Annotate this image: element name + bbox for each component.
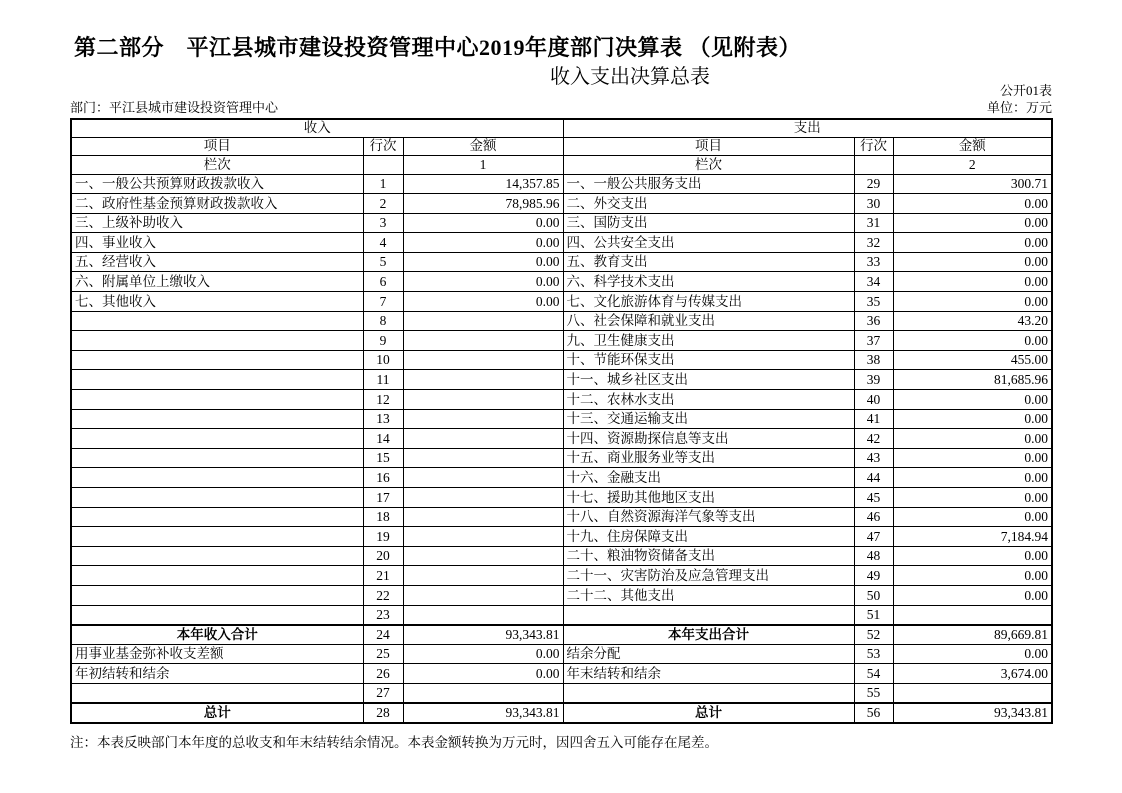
column-index-row <box>71 156 1052 175</box>
expenditure-line-number: 48 <box>854 546 893 566</box>
income-line-number: 12 <box>363 390 403 410</box>
income-line-number: 4 <box>363 233 403 253</box>
expenditure-amount: 0.00 <box>893 488 1052 508</box>
expenditure-line-number: 37 <box>854 331 893 351</box>
expenditure-item-label: 本年支出合计 <box>563 625 854 645</box>
expenditure-line-number: 29 <box>854 174 893 194</box>
income-amount: 0.00 <box>403 292 563 312</box>
lanci-label-left: 栏次 <box>71 156 363 175</box>
expenditure-item-label: 十七、援助其他地区支出 <box>563 488 854 508</box>
expenditure-item-label: 九、卫生健康支出 <box>563 331 854 351</box>
expenditure-amount: 0.00 <box>893 252 1052 272</box>
income-amount <box>403 546 563 566</box>
expenditure-line-number: 33 <box>854 252 893 272</box>
income-item-label <box>71 370 363 390</box>
expenditure-line-number: 51 <box>854 605 893 625</box>
income-amount <box>403 448 563 468</box>
income-line-number: 17 <box>363 488 403 508</box>
expenditure-line-number: 38 <box>854 350 893 370</box>
lanci-empty-cell <box>363 156 403 175</box>
expenditure-amount: 0.00 <box>893 409 1052 429</box>
expenditure-item-label: 十八、自然资源海洋气象等支出 <box>563 507 854 527</box>
total-row <box>71 625 1052 645</box>
table-row <box>71 507 1052 527</box>
income-amount <box>403 605 563 625</box>
income-line-number: 28 <box>363 703 403 723</box>
expenditure-line-column-header: 行次 <box>854 137 893 156</box>
expenditure-line-number: 46 <box>854 507 893 527</box>
table-row <box>71 311 1052 331</box>
table-row <box>71 252 1052 272</box>
meta-line <box>70 97 1052 116</box>
income-line-number: 1 <box>363 174 403 194</box>
expenditure-amount <box>893 683 1052 703</box>
income-amount: 93,343.81 <box>403 703 563 723</box>
income-line-number: 26 <box>363 664 403 684</box>
table-row <box>71 664 1052 684</box>
expenditure-line-number: 52 <box>854 625 893 645</box>
expenditure-amount: 3,674.00 <box>893 664 1052 684</box>
income-item-label: 一、一般公共预算财政拨款收入 <box>71 174 363 194</box>
income-column-number: 1 <box>403 156 563 175</box>
income-amount <box>403 566 563 586</box>
table-code-label: 公开01表 <box>999 83 1052 98</box>
income-amount <box>403 683 563 703</box>
table-row <box>71 585 1052 605</box>
expenditure-amount: 0.00 <box>893 272 1052 292</box>
table-row <box>71 213 1052 233</box>
expenditure-amount: 43.20 <box>893 311 1052 331</box>
income-item-label: 总计 <box>71 703 363 723</box>
expenditure-amount: 0.00 <box>893 566 1052 586</box>
table-row <box>71 409 1052 429</box>
income-item-label <box>71 566 363 586</box>
income-amount: 93,343.81 <box>403 625 563 645</box>
expenditure-amount: 0.00 <box>893 468 1052 488</box>
expenditure-line-number: 39 <box>854 370 893 390</box>
income-amount: 0.00 <box>403 213 563 233</box>
expenditure-item-label: 总计 <box>563 703 854 723</box>
expenditure-item-label: 十二、农林水支出 <box>563 390 854 410</box>
expenditure-line-number: 56 <box>854 703 893 723</box>
expenditure-amount: 0.00 <box>893 429 1052 449</box>
expenditure-amount: 0.00 <box>893 546 1052 566</box>
income-line-column-header: 行次 <box>363 137 403 156</box>
expenditure-line-number: 49 <box>854 566 893 586</box>
expenditure-line-number: 54 <box>854 664 893 684</box>
expenditure-line-number: 50 <box>854 585 893 605</box>
expenditure-item-label: 十三、交通运输支出 <box>563 409 854 429</box>
expenditure-amount: 455.00 <box>893 350 1052 370</box>
expenditure-item-label: 五、教育支出 <box>563 252 854 272</box>
income-line-number: 15 <box>363 448 403 468</box>
income-item-label: 四、事业收入 <box>71 233 363 253</box>
column-header-row <box>71 137 1052 156</box>
income-amount <box>403 585 563 605</box>
table-row <box>71 292 1052 312</box>
income-line-number: 27 <box>363 683 403 703</box>
income-line-number: 14 <box>363 429 403 449</box>
income-item-label <box>71 429 363 449</box>
income-item-label <box>71 605 363 625</box>
income-item-label <box>71 683 363 703</box>
income-amount: 0.00 <box>403 233 563 253</box>
expenditure-item-label: 七、文化旅游体育与传媒支出 <box>563 292 854 312</box>
expenditure-amount: 0.00 <box>893 448 1052 468</box>
table-row <box>71 566 1052 586</box>
income-amount <box>403 409 563 429</box>
expenditure-section-header: 支出 <box>563 119 1052 137</box>
table-row <box>71 468 1052 488</box>
income-amount <box>403 311 563 331</box>
income-item-label <box>71 409 363 429</box>
expenditure-item-label: 十、节能环保支出 <box>563 350 854 370</box>
income-item-label: 年初结转和结余 <box>71 664 363 684</box>
expenditure-line-number: 32 <box>854 233 893 253</box>
income-amount <box>403 350 563 370</box>
expenditure-line-number: 55 <box>854 683 893 703</box>
income-line-number: 11 <box>363 370 403 390</box>
table-row <box>71 194 1052 214</box>
expenditure-item-column-header: 项目 <box>563 137 854 156</box>
expenditure-column-number: 2 <box>893 156 1052 175</box>
income-amount <box>403 527 563 547</box>
income-item-label: 三、上级补助收入 <box>71 213 363 233</box>
income-line-number: 18 <box>363 507 403 527</box>
expenditure-amount: 0.00 <box>893 194 1052 214</box>
expenditure-item-label: 二十、粮油物资储备支出 <box>563 546 854 566</box>
income-item-label: 本年收入合计 <box>71 625 363 645</box>
expenditure-item-label: 十一、城乡社区支出 <box>563 370 854 390</box>
table-row <box>71 448 1052 468</box>
income-line-number: 6 <box>363 272 403 292</box>
income-line-number: 13 <box>363 409 403 429</box>
income-line-number: 3 <box>363 213 403 233</box>
expenditure-item-label: 十九、住房保障支出 <box>563 527 854 547</box>
income-line-number: 25 <box>363 644 403 664</box>
table-row <box>71 174 1052 194</box>
income-item-label <box>71 488 363 508</box>
table-row <box>71 488 1052 508</box>
page-title: 第二部分 平江县城市建设投资管理中心2019年度部门决算表 （见附表） <box>74 35 802 60</box>
unit-label: 单位：万元 <box>986 100 1052 115</box>
income-amount: 14,357.85 <box>403 174 563 194</box>
expenditure-line-number: 30 <box>854 194 893 214</box>
expenditure-amount: 0.00 <box>893 331 1052 351</box>
income-item-label <box>71 527 363 547</box>
expenditure-amount <box>893 605 1052 625</box>
table-row <box>71 272 1052 292</box>
income-amount: 0.00 <box>403 644 563 664</box>
income-item-label: 五、经营收入 <box>71 252 363 272</box>
income-item-label: 六、附属单位上缴收入 <box>71 272 363 292</box>
footnote: 注：本表反映部门本年度的总收支和年末结转结余情况。本表金额转换为万元时，因四舍五入可能存在尾差。 <box>70 735 718 750</box>
income-line-number: 9 <box>363 331 403 351</box>
table-row <box>71 527 1052 547</box>
expenditure-item-label: 三、国防支出 <box>563 213 854 233</box>
expenditure-line-number: 31 <box>854 213 893 233</box>
expenditure-item-label: 结余分配 <box>563 644 854 664</box>
table-row <box>71 233 1052 253</box>
expenditure-item-label <box>563 683 854 703</box>
expenditure-amount-column-header: 金额 <box>893 137 1052 156</box>
table-row <box>71 546 1052 566</box>
expenditure-amount: 7,184.94 <box>893 527 1052 547</box>
expenditure-line-number: 34 <box>854 272 893 292</box>
table-row <box>71 644 1052 664</box>
income-amount: 0.00 <box>403 272 563 292</box>
income-amount <box>403 331 563 351</box>
income-item-label <box>71 331 363 351</box>
lanci-empty-cell <box>854 156 893 175</box>
expenditure-amount: 0.00 <box>893 585 1052 605</box>
income-item-label: 二、政府性基金预算财政拨款收入 <box>71 194 363 214</box>
income-item-label <box>71 585 363 605</box>
table-row <box>71 350 1052 370</box>
income-amount <box>403 370 563 390</box>
expenditure-amount: 81,685.96 <box>893 370 1052 390</box>
table-row <box>71 605 1052 625</box>
expenditure-item-label: 八、社会保障和就业支出 <box>563 311 854 331</box>
expenditure-item-label: 六、科学技术支出 <box>563 272 854 292</box>
income-amount <box>403 429 563 449</box>
income-item-label <box>71 311 363 331</box>
income-line-number: 10 <box>363 350 403 370</box>
expenditure-item-label <box>563 605 854 625</box>
expenditure-amount: 0.00 <box>893 390 1052 410</box>
expenditure-line-number: 42 <box>854 429 893 449</box>
income-amount <box>403 507 563 527</box>
income-line-number: 8 <box>363 311 403 331</box>
section-banner-row <box>71 119 1052 137</box>
income-item-label <box>71 507 363 527</box>
expenditure-item-label: 十四、资源勘探信息等支出 <box>563 429 854 449</box>
expenditure-line-number: 47 <box>854 527 893 547</box>
total-row <box>71 703 1052 723</box>
income-line-number: 7 <box>363 292 403 312</box>
expenditure-amount: 0.00 <box>893 292 1052 312</box>
income-section-header: 收入 <box>71 119 563 137</box>
expenditure-line-number: 45 <box>854 488 893 508</box>
income-expenditure-summary-table <box>70 118 1053 724</box>
income-item-label <box>71 350 363 370</box>
table-title: 收入支出决算总表 <box>550 66 710 88</box>
income-amount <box>403 468 563 488</box>
expenditure-line-number: 40 <box>854 390 893 410</box>
income-line-number: 22 <box>363 585 403 605</box>
income-line-number: 24 <box>363 625 403 645</box>
expenditure-amount: 0.00 <box>893 507 1052 527</box>
department-label: 部门：平江县城市建设投资管理中心 <box>70 100 279 115</box>
expenditure-amount: 0.00 <box>893 213 1052 233</box>
expenditure-line-number: 44 <box>854 468 893 488</box>
expenditure-item-label: 年末结转和结余 <box>563 664 854 684</box>
income-item-column-header: 项目 <box>71 137 363 156</box>
income-amount: 78,985.96 <box>403 194 563 214</box>
income-line-number: 2 <box>363 194 403 214</box>
income-line-number: 23 <box>363 605 403 625</box>
expenditure-item-label: 二十一、灾害防治及应急管理支出 <box>563 566 854 586</box>
lanci-label-right: 栏次 <box>563 156 854 175</box>
table-row <box>71 370 1052 390</box>
income-amount <box>403 390 563 410</box>
expenditure-amount: 0.00 <box>893 644 1052 664</box>
income-item-label <box>71 448 363 468</box>
expenditure-item-label: 十六、金融支出 <box>563 468 854 488</box>
expenditure-line-number: 36 <box>854 311 893 331</box>
income-item-label <box>71 546 363 566</box>
income-item-label <box>71 468 363 488</box>
income-amount: 0.00 <box>403 252 563 272</box>
table-row <box>71 429 1052 449</box>
income-amount <box>403 488 563 508</box>
expenditure-amount: 300.71 <box>893 174 1052 194</box>
table-row <box>71 683 1052 703</box>
income-line-number: 19 <box>363 527 403 547</box>
expenditure-item-label: 十五、商业服务业等支出 <box>563 448 854 468</box>
income-line-number: 21 <box>363 566 403 586</box>
expenditure-item-label: 四、公共安全支出 <box>563 233 854 253</box>
table-row <box>71 331 1052 351</box>
income-item-label: 七、其他收入 <box>71 292 363 312</box>
income-line-number: 16 <box>363 468 403 488</box>
table-row <box>71 390 1052 410</box>
income-line-number: 20 <box>363 546 403 566</box>
expenditure-item-label: 二、外交支出 <box>563 194 854 214</box>
expenditure-amount: 93,343.81 <box>893 703 1052 723</box>
expenditure-amount: 89,669.81 <box>893 625 1052 645</box>
expenditure-item-label: 一、一般公共服务支出 <box>563 174 854 194</box>
expenditure-line-number: 35 <box>854 292 893 312</box>
income-item-label <box>71 390 363 410</box>
income-line-number: 5 <box>363 252 403 272</box>
expenditure-item-label: 二十二、其他支出 <box>563 585 854 605</box>
expenditure-line-number: 43 <box>854 448 893 468</box>
expenditure-amount: 0.00 <box>893 233 1052 253</box>
income-amount: 0.00 <box>403 664 563 684</box>
expenditure-line-number: 41 <box>854 409 893 429</box>
income-amount-column-header: 金额 <box>403 137 563 156</box>
income-item-label: 用事业基金弥补收支差额 <box>71 644 363 664</box>
table-body <box>71 174 1052 723</box>
expenditure-line-number: 53 <box>854 644 893 664</box>
